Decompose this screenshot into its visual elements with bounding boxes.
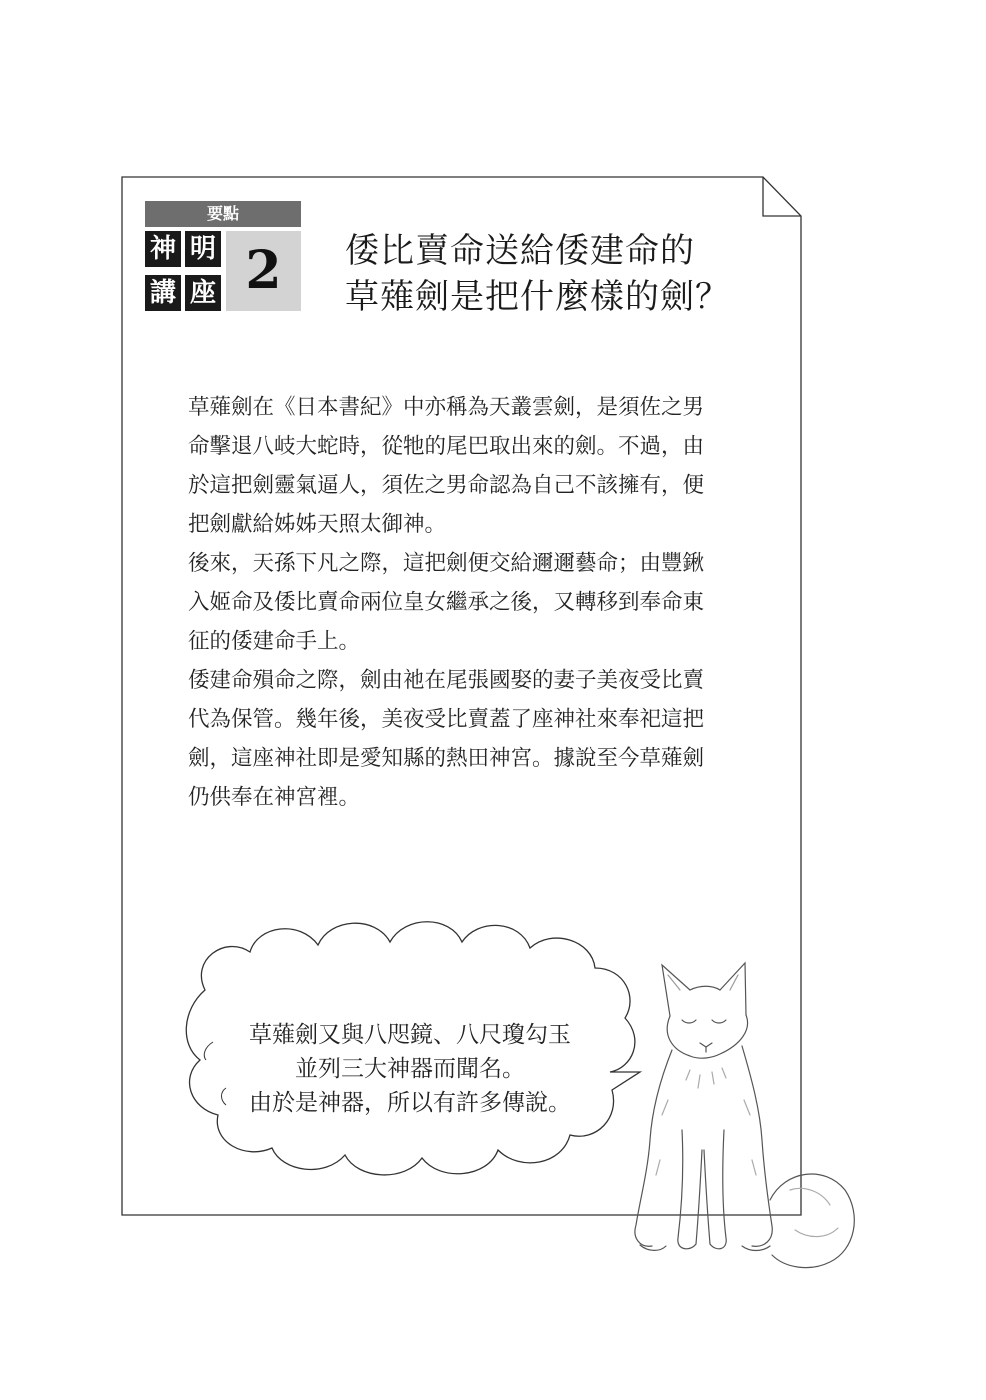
paragraph <box>188 544 748 661</box>
paragraph <box>188 661 748 817</box>
text-line: 入姬命及倭比賣命兩位皇女繼承之後，又轉移到奉命東 <box>188 590 705 615</box>
badge-char: 講 <box>145 275 181 311</box>
text-line: 草薙劍在《日本書紀》中亦稱為天叢雲劍，是須佐之男 <box>188 395 705 420</box>
body-text <box>188 388 748 817</box>
text-line: 把劍獻給姊姊天照太御神。 <box>188 512 447 537</box>
bubble-line: 草薙劍又與八咫鏡、八尺瓊勾玉 <box>249 1022 571 1048</box>
text-line: 劍，這座神社即是愛知縣的熱田神宮。據說至今草薙劍 <box>188 746 705 771</box>
text-line: 命擊退八岐大蛇時，從牠的尾巴取出來的劍。不過，由 <box>188 434 705 459</box>
badge-char: 明 <box>185 231 221 267</box>
badge-char: 座 <box>185 275 221 311</box>
badge-char: 神 <box>145 231 181 267</box>
text-line: 代為保管。幾年後，美夜受比賣蓋了座神社來奉祀這把 <box>188 707 705 732</box>
page-title <box>345 228 765 320</box>
paragraph <box>188 388 748 544</box>
text-line: 倭建命殞命之際，劍由祂在尾張國娶的妻子美夜受比賣 <box>188 668 705 693</box>
bubble-line: 並列三大神器而聞名。 <box>295 1056 525 1082</box>
bubble-text <box>220 1018 600 1120</box>
bubble-line: 由於是神器，所以有許多傳說。 <box>249 1090 571 1116</box>
text-line: 仍供奉在神宮裡。 <box>188 785 361 810</box>
title-line: 倭比賣命送給倭建命的 <box>345 231 695 271</box>
title-line: 草薙劍是把什麼樣的劍？ <box>345 277 730 317</box>
text-line: 於這把劍靈氣逼人，須佐之男命認為自己不該擁有，便 <box>188 473 705 498</box>
badge-header: 要點 <box>145 201 301 227</box>
lesson-number: 2 <box>226 231 301 311</box>
text-line: 後來，天孫下凡之際，這把劍便交給邇邇藝命；由豐鍬 <box>188 551 705 576</box>
text-line: 征的倭建命手上。 <box>188 629 361 654</box>
lesson-badge <box>145 201 301 311</box>
